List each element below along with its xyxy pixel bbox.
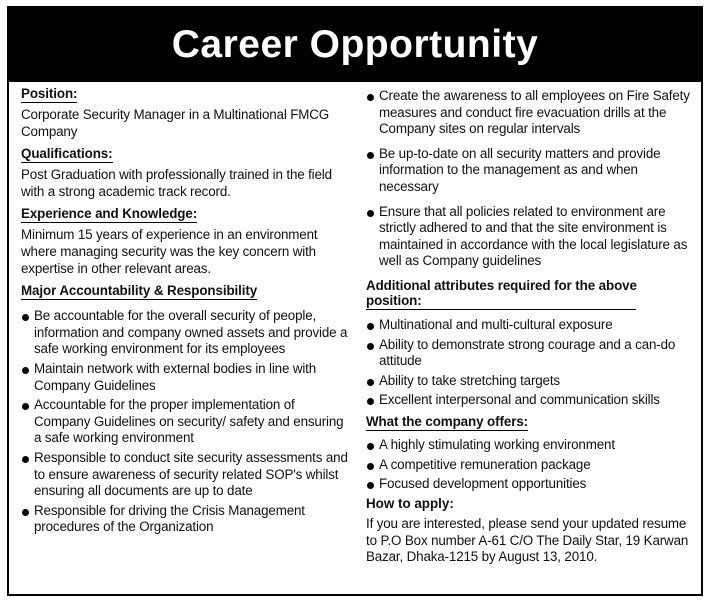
job-advertisement: [7, 6, 703, 596]
bullet-icon: [22, 509, 29, 516]
apply-heading: How to apply:: [366, 495, 454, 511]
bullet-icon: [367, 343, 374, 350]
list-item: Be up-to-date on all security matters and provide information to the management as and when necessary: [366, 146, 696, 196]
apply-text: If you are interested, please send your updated resume to P.O Box number A-61 C/O The Daily Star, 19 Karwan Bazar, Dhaka-1215 by August 13, 2010.: [366, 516, 689, 565]
list-item: Maintain network with external bodies in line with Company Guidelines: [21, 361, 353, 394]
list-item: A highly stimulating working environment: [366, 437, 696, 454]
bullet-icon: [22, 314, 29, 321]
list-item: Create the awareness to all employees on Fire Safety measures and conduct fire evacuation drills at the Company sites on regular intervals: [366, 88, 696, 138]
list-item: Responsible for driving the Crisis Management procedures of the Organization: [21, 503, 353, 536]
list-item: Ability to take stretching targets: [366, 373, 696, 390]
experience-text: Minimum 15 years of experience in an environment where managing security was the key concern with expertise in other relevant areas.: [21, 227, 318, 276]
list-item: A competitive remuneration package: [366, 457, 696, 474]
left-column: [21, 86, 353, 536]
bullet-icon: [367, 379, 374, 386]
accountability-list: [21, 308, 353, 536]
bullet-icon: [22, 367, 29, 374]
responsibility-list: [366, 88, 696, 270]
page-title: Career Opportunity: [171, 23, 539, 66]
experience-heading: Experience and Knowledge:: [21, 206, 198, 222]
position-text: Corporate Security Manager in a Multinational FMCG Company: [21, 107, 330, 139]
list-item: Multinational and multi-cultural exposure: [366, 317, 696, 334]
offers-heading: What the company offers:: [366, 413, 529, 429]
accountability-heading: Major Accountability & Responsibility: [21, 283, 258, 299]
offers-list: [366, 437, 696, 493]
list-item: Ability to demonstrate strong courage and a can-do attitude: [366, 337, 696, 370]
bullet-icon: [22, 403, 29, 410]
bullet-icon: [367, 94, 374, 101]
bullet-icon: [22, 456, 29, 463]
attributes-list: [366, 317, 696, 409]
bullet-icon: [367, 210, 374, 217]
qualifications-text: Post Graduation with professionally trained in the field with a strong academic track record.: [21, 167, 332, 199]
qualifications-heading: Qualifications:: [21, 146, 113, 162]
right-column: [366, 88, 696, 566]
list-item: Focused development opportunities: [366, 476, 696, 493]
list-item: Ensure that all policies related to environment are strictly adhered to and that the site environment is maintained in accordance with the local legislature as well as Company guidelines: [366, 204, 696, 270]
title-banner: [9, 8, 701, 82]
list-item: Excellent interpersonal and communication skills: [366, 392, 696, 409]
bullet-icon: [367, 482, 374, 489]
bullet-icon: [367, 323, 374, 330]
bullet-icon: [367, 152, 374, 159]
bullet-icon: [367, 463, 374, 470]
attributes-heading: Additional attributes required for the above position:: [366, 277, 637, 308]
bullet-icon: [367, 398, 374, 405]
bullet-icon: [367, 443, 374, 450]
list-item: Be accountable for the overall security of people, information and company owned assets and provide a safe working environment for its employees: [21, 308, 353, 358]
list-item: Responsible to conduct site security assessments and to ensure awareness of security related SOP's whilst ensuring all documents are up to date: [21, 450, 353, 500]
position-heading: Position:: [21, 86, 78, 101]
heading-underline: [366, 309, 636, 310]
list-item: Accountable for the proper implementation of Company Guidelines on security/ safety and ensuring a safe working environment: [21, 397, 353, 447]
